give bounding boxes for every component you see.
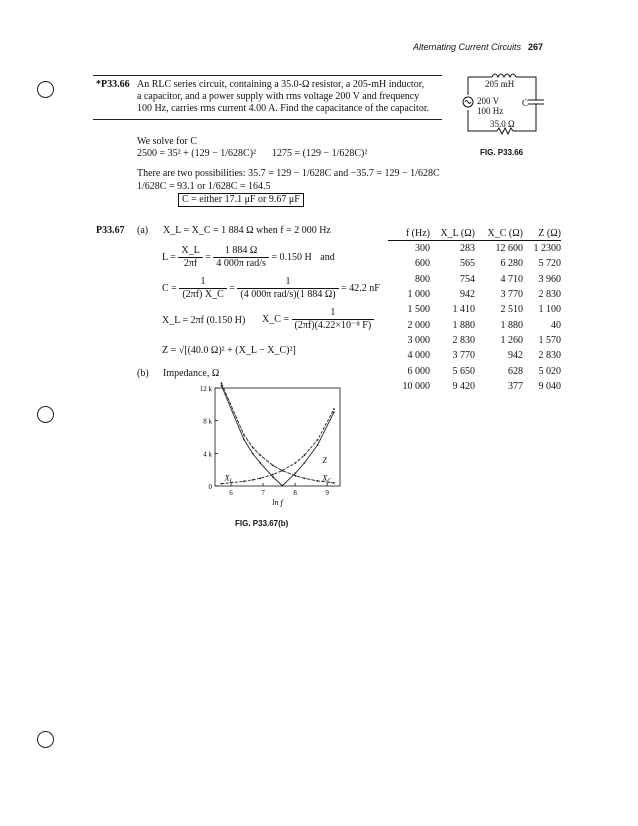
equals-sign: = <box>205 251 211 263</box>
data-point <box>304 462 306 464</box>
table-cell: 9 040 <box>538 380 561 392</box>
equals-sign: = <box>229 282 235 294</box>
part-b-label: (b) <box>137 368 149 379</box>
table-cell: 4 000 <box>407 350 430 362</box>
table-cell: 2 510 <box>500 304 523 316</box>
legend-label-xc: $X_C$ <box>322 473 332 485</box>
resistor-label: 35.0 Ω <box>490 119 515 129</box>
table-row <box>388 379 561 394</box>
data-point <box>252 479 254 481</box>
answer-box: C = either 17.1 μF or 9.67 μF <box>178 193 304 207</box>
binder-hole <box>37 406 54 423</box>
table-cell: 754 <box>460 273 475 285</box>
denominator: (2πf) X_C <box>182 289 224 300</box>
inductor-label: 205 mH <box>485 79 515 89</box>
problem-rule-top <box>93 75 442 76</box>
numerator: 1 <box>237 276 338 289</box>
y-tick-label: 0 <box>208 483 212 491</box>
y-tick-label: 8 k <box>203 417 212 426</box>
equation-lhs: X_C = <box>262 313 290 325</box>
data-point <box>272 465 274 467</box>
table-cell: 1 260 <box>500 334 523 346</box>
problem-line: a capacitor, and a power supply with rms voltage 200 V and frequency <box>137 91 420 102</box>
binder-hole <box>37 731 54 748</box>
data-point <box>243 480 245 482</box>
figure-caption-p67: FIG. P33.67(b) <box>235 519 289 528</box>
table-cell: 377 <box>508 380 523 392</box>
voltage-label: 200 V <box>477 96 500 106</box>
table-cell: 10 000 <box>402 380 430 392</box>
binder-hole <box>37 81 54 98</box>
table-cell: 800 <box>415 273 430 285</box>
table-cell: 9 420 <box>452 380 475 392</box>
table-cell: 1 410 <box>452 304 475 316</box>
table-cell: 565 <box>460 258 475 270</box>
table-cell: 2 000 <box>407 319 430 331</box>
table-row <box>388 287 561 302</box>
table-cell: 600 <box>415 258 430 270</box>
table-cell: 300 <box>415 243 430 255</box>
fraction <box>179 276 226 301</box>
resonance-line: X_L = X_C = 1 884 Ω when f = 2 000 Hz <box>163 225 331 236</box>
part-a-label: (a) <box>137 225 149 236</box>
conjunction: and <box>320 251 335 263</box>
data-point <box>221 483 223 485</box>
data-point <box>272 474 274 476</box>
table-cell: 5 020 <box>538 365 561 377</box>
table-cell: 5 720 <box>538 258 561 270</box>
series-line-x-c <box>221 383 334 483</box>
equation-result: = 42.2 nF <box>341 282 380 294</box>
table-row <box>388 272 561 287</box>
table-cell: 2 830 <box>538 289 561 301</box>
data-point <box>317 444 319 446</box>
table-header-row <box>388 226 561 241</box>
table-cell: 1 570 <box>538 334 561 346</box>
table-cell: 1 880 <box>452 319 475 331</box>
table-row <box>388 241 561 257</box>
denominator: (4 000π rad/s)(1 884 Ω) <box>240 289 336 300</box>
data-point <box>295 462 297 464</box>
legend-label-xl: $X_L$ <box>224 473 233 485</box>
data-point <box>252 453 254 455</box>
data-point <box>259 462 261 464</box>
column-header: Z (Ω) <box>523 226 561 241</box>
table-cell: 4 710 <box>500 273 523 285</box>
numerator: 1 <box>292 307 375 320</box>
table-row <box>388 256 561 271</box>
equation-1: 2500 = 35² + (129 − 1/628C)² <box>137 148 257 159</box>
impedance-equation: Z = √[(40.0 Ω)² + (X_L − X_C)²] <box>162 345 296 356</box>
inductance-equation <box>162 245 335 270</box>
impedance-chart <box>190 380 350 515</box>
table-cell: 1 000 <box>407 289 430 301</box>
figure-caption-p66: FIG. P33.66 <box>480 148 524 157</box>
table-row <box>388 348 561 363</box>
table-cell: 1 880 <box>500 319 523 331</box>
fraction <box>237 276 338 301</box>
table-cell: 1 100 <box>538 304 561 316</box>
solve-line: We solve for C <box>137 136 198 147</box>
table-cell: 3 770 <box>500 289 523 301</box>
table-cell: 40 <box>551 319 561 331</box>
data-point <box>333 408 335 410</box>
frequency-label: 100 Hz <box>477 106 504 116</box>
xc-equation <box>262 307 374 332</box>
table-cell: 3 770 <box>452 350 475 362</box>
capacitance-equation <box>162 276 380 301</box>
table-cell: 3 000 <box>407 334 430 346</box>
data-point <box>243 434 245 436</box>
data-point <box>304 454 306 456</box>
data-table <box>388 226 561 394</box>
column-header: f (Hz) <box>388 226 430 241</box>
data-point <box>317 439 319 441</box>
equation-lhs: L = <box>162 251 176 263</box>
table-row <box>388 317 561 332</box>
table-cell: 942 <box>460 289 475 301</box>
capacitor-label: C <box>522 98 529 108</box>
data-point <box>295 472 297 474</box>
data-point <box>243 438 245 440</box>
data-point <box>221 382 223 384</box>
possibilities-line: There are two possibilities: 35.7 = 129 − 1/628C and −35.7 = 129 − 1/628C <box>137 168 440 179</box>
x-tick-label: 6 <box>229 489 233 497</box>
x-tick-label: 7 <box>261 489 265 497</box>
table-row <box>388 363 561 378</box>
denominator: 4 000π rad/s <box>216 258 266 269</box>
x-tick-label: 9 <box>325 489 329 497</box>
data-point <box>281 470 283 472</box>
numerator: 1 <box>179 276 226 289</box>
data-point <box>281 485 283 487</box>
denominator: 2πf <box>183 258 198 269</box>
data-point <box>317 480 319 482</box>
table-cell: 628 <box>508 365 523 377</box>
table-row <box>388 333 561 348</box>
series-line-z <box>221 386 334 486</box>
data-point <box>304 477 306 479</box>
circuit-diagram <box>456 70 546 140</box>
data-point <box>333 482 335 484</box>
table-row <box>388 302 561 317</box>
denominator: (2πf)(4.22×10⁻⁸ F) <box>294 320 372 331</box>
y-tick-label: 4 k <box>203 450 212 459</box>
data-point <box>333 411 335 413</box>
fraction <box>178 245 202 270</box>
legend-label-z: Z <box>322 456 327 466</box>
data-point <box>259 477 261 479</box>
fraction <box>213 245 269 270</box>
data-point <box>272 476 274 478</box>
data-point <box>221 385 223 387</box>
table-cell: 283 <box>460 243 475 255</box>
table-cell: 12 600 <box>495 243 523 255</box>
table-cell: 2 830 <box>452 334 475 346</box>
fraction <box>292 307 375 332</box>
xl-equation: X_L = 2πf (0.150 H) <box>162 315 246 326</box>
page-number: 267 <box>528 42 544 52</box>
numerator: X_L <box>178 245 202 258</box>
data-point <box>252 447 254 449</box>
numerator: 1 884 Ω <box>213 245 269 258</box>
column-header: X_C (Ω) <box>475 226 523 241</box>
problem-line: 100 Hz, carries rms current 4.00 A. Find the capacitance of the capacitor. <box>137 103 430 114</box>
y-tick-label: 12 k <box>199 385 212 393</box>
x-axis-label: ln f <box>272 498 283 507</box>
running-title: Alternating Current Circuits <box>413 42 522 52</box>
equation-2: 1275 = (129 − 1/628C)² <box>272 148 368 159</box>
table-cell: 1 2300 <box>533 243 561 255</box>
data-point <box>295 475 297 477</box>
problem-label: P33.67 <box>96 225 125 236</box>
table-cell: 3 960 <box>538 273 561 285</box>
x-tick-label: 8 <box>293 489 297 497</box>
table-cell: 6 000 <box>407 365 430 377</box>
equation-lhs: C = <box>162 282 177 294</box>
impedance-axis-title: Impedance, Ω <box>163 368 220 379</box>
table-cell: 942 <box>508 350 523 362</box>
table-cell: 6 280 <box>500 258 523 270</box>
column-header: X_L (Ω) <box>430 226 475 241</box>
problem-rule-bottom <box>93 119 442 120</box>
table-cell: 1 500 <box>407 304 430 316</box>
problem-line: An RLC series circuit, containing a 35.0-Ω resistor, a 205-mH inductor, <box>137 79 425 90</box>
frequency-table <box>388 226 561 394</box>
equation-result: = 0.150 H <box>271 251 312 263</box>
problem-label: *P33.66 <box>96 79 130 90</box>
problem-statement <box>137 79 447 115</box>
table-cell: 2 830 <box>538 350 561 362</box>
table-cell: 5 650 <box>452 365 475 377</box>
data-point <box>259 454 261 456</box>
results-line: 1/628C = 93.1 or 1/628C = 164.5 <box>137 181 271 192</box>
